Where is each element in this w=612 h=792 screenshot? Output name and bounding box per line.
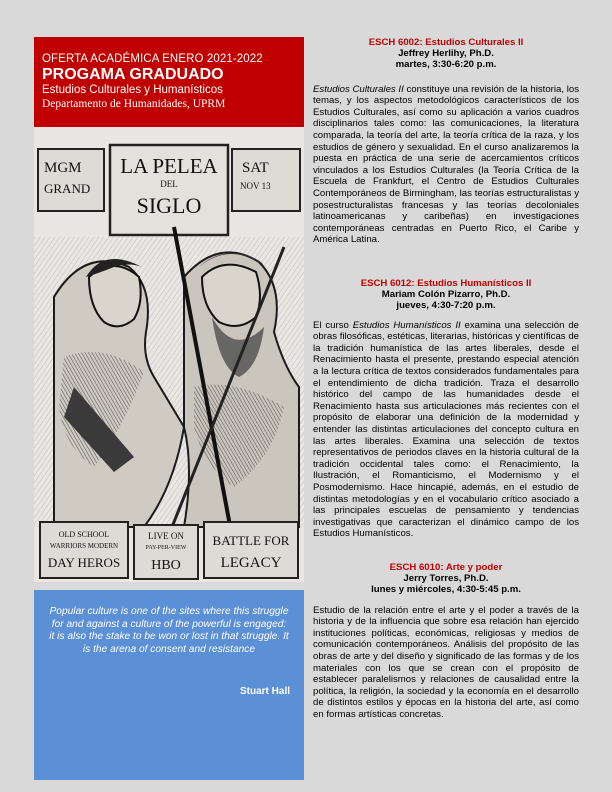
artwork-illustration [34,127,304,582]
quote-text: Popular culture is one of the sites where this struggle for and against a culture of the powerful is engaged: it is also the stake to be won or lost in that struggle. It is the arena of consent and resistance [49,606,289,655]
course-description [313,320,579,540]
course-lead-text: El curso [313,319,353,331]
sign-nov: NOV 13 [240,181,271,191]
sign-oldschool-2: WARRIORS MODERN [49,542,119,550]
course-instructor: Mariam Colón Pizarro, Ph.D. [381,289,511,301]
sign-sat: SAT [242,160,269,176]
sign-oldschool-1: OLD SCHOOL [58,530,110,539]
quote-author: Stuart Hall [239,686,290,698]
sign-title-1: LA PELEA [120,154,218,178]
course-description [313,84,579,246]
course-description: Estudio de la relación entre el arte y el poder a través de la historia y de la influencia que sobre esa relación han ejercido instituciones políticas, económicas, religiosas y medios de comunicación contemporáneos. Análisis del propósito de las obras de arte y del diseño y significado de las formas y de los materiales con los que se crean con el propósito de establecer paralelismos y relaciones de causalidad entre la política, la religión, la sociedad y la economía en el desarrollo de distintos estilos y épocas en la historia del arte, así como en formas artísticas concretas. [313,604,579,720]
sign-title-del: DEL [160,179,178,189]
quote-box [34,590,304,780]
department-name: Departamento de Humanidades, UPRM [42,98,226,110]
course-escH-6002 [313,37,579,246]
course-instructor: Jerry Torres, Ph.D. [403,573,489,585]
course-schedule: jueves, 4:30-7:20 p.m. [396,300,496,312]
sign-grand: GRAND [44,181,91,196]
course-title-italic: Estudios Humanísticos II [352,319,461,331]
sign-live-3: HBO [151,558,181,573]
course-title-italic: Estudios Culturales II [313,83,404,95]
sign-oldschool-3: DAY HEROS [47,555,121,570]
program-title: PROGAMA GRADUADO [42,66,224,83]
course-heading [313,278,579,312]
course-description-text: constituye una revisión de la historia, los temas, y los aspectos metodológicos característicos de los Estudios Culturales, así como su aplicación a varios cuadros disciplinarios tales como: las comunicaciones, la literatura comparada, la teoría del arte, la teoría crítica de la raza, y los estudios de género y sexualidad. En el curso analizaremos la puesta en práctica de una serie de acercamientos críticos vinculados a los Estudios Culturales (la Teoría Crítica de la Escuela de Frankfurt, el Centro de Estudios Culturales Contemporáneos de Birmingham, las teorías estructuralistas y posestructuralistas francesas y las teorías decoloniales latinoamericanas y caribeñas) en investigaciones contemporáneas centradas en Puerto Rico, el Caribe y América Latina. [313,83,579,246]
sign-title-2: SIGLO [136,193,202,218]
program-subtitle: Estudios Culturales y Humanísticos [42,84,223,96]
course-escH-6010 [313,562,579,721]
sign-live-1: LIVE ON [148,531,184,541]
course-schedule: lunes y miércoles, 4:30-5:45 p.m. [371,584,521,596]
sign-mgm: MGM [44,160,82,176]
course-code: ESCH 6002: Estudios Culturales II [368,37,524,48]
course-description-text: examina una selección de obras filosóficas, estéticas, literarias, históricas y científicas de la tradición humanística de las artes liberales, desde el Renacimiento hasta el presente, prestando especial atención a la lectura crítica de textos considerados fundamentales para el entendimiento de dicha tradición. Traza el desarrollo histórico del campo de las humanidades desde el Renacimiento hasta sus articulaciones más recientes con el propósito de elaborar una definición de la modernidad y entender las distintas articulaciones del concepto cultura en las artes liberales. Examina una selección de textos representativos de periodos claves en la historia cultural de la tradición occidental tales como: el Renacimiento, la Ilustración, el Romanticismo, el Modernismo y el Posmodernismo. Hace hincapié, además, en el estudio de distintas metodologías y en el vocabulario crítico asociado a las principales escuelas de pensamiento y tendencias investigativas que caracterizan el dinámico campo de los Estudios Humanísticos. [313,319,579,540]
sign-battle-1: BATTLE FOR [212,533,290,548]
course-code: ESCH 6010: Arte y poder [389,562,503,573]
course-schedule: martes, 3:30-6:20 p.m. [395,59,497,71]
sign-live-2: PAY-PER-VIEW [145,545,187,551]
course-code: ESCH 6012: Estudios Humanísticos II [360,278,532,289]
offer-title: OFERTA ACADÉMICA ENERO 2021-2022 [42,53,263,65]
fight-etching [34,127,304,582]
course-heading [313,37,579,71]
course-escH-6012 [313,278,579,540]
course-instructor: Jeffrey Herlihy, Ph.D. [398,48,494,60]
course-heading [313,562,579,596]
sign-battle-2: LEGACY [220,555,282,571]
program-header [34,37,304,127]
